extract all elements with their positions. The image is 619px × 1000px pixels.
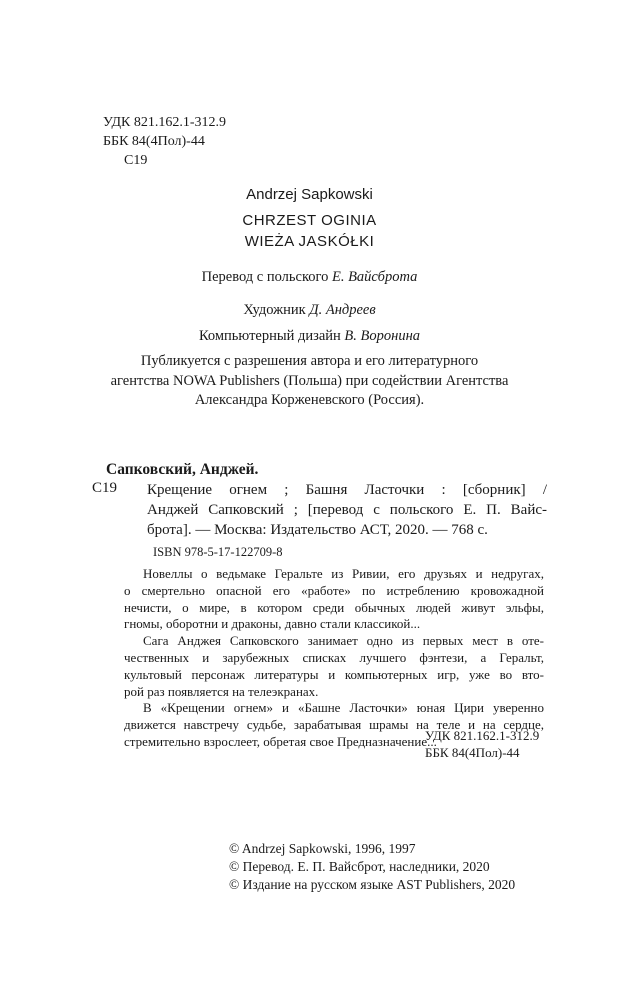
translation-label: Перевод с польского (201, 269, 329, 285)
artist-label: Художник (243, 302, 306, 318)
annotation-line: о смертельно опасной его «работе» по истреблению кровожадной (124, 582, 544, 598)
design-label: Компьютерный дизайн (198, 328, 341, 344)
original-author: Andrzej Sapkowski (246, 186, 373, 203)
annotation-line: В «Крещении огнем» и «Башне Ласточки» юная Цири уверенно (143, 700, 544, 716)
udk-code: УДК 821.162.1-312.9 (103, 115, 227, 130)
translation-credit (0, 269, 619, 286)
annotation-line: рой раз появляется на телеэкранах. (124, 683, 319, 699)
annotation-line: гномы, оборотни и драконы, давно стали классикой... (124, 616, 421, 632)
catalog-code: С19 (92, 480, 118, 496)
catalog-udk: УДК 821.162.1-312.9 (425, 728, 540, 743)
annotation-line: движется навстречу судьбе, зарабатывая шрамы на теле и на сердце, (124, 717, 544, 733)
original-titles (0, 210, 619, 252)
catalog-bbk: ББК 84(4Пол)-44 (425, 745, 520, 760)
notice-line: Александра Корженевского (Россия). (194, 392, 425, 408)
catalog-entry-line: брота]. — Москва: Издательство АСТ, 2020. — 768 с. (147, 522, 488, 538)
catalog-entry-line: Анджей Сапковский ; [перевод с польского Е. П. Вайс- (147, 502, 547, 518)
copyright-line: © Перевод. Е. П. Вайсброт, наследники, 2020 (229, 859, 490, 874)
artist-name: Д. Андреев (309, 302, 376, 318)
annotation (124, 566, 544, 751)
bbk-code: ББК 84(4Пол)-44 (103, 134, 205, 149)
annotation-line: стремительно взрослеет, обретая свое Предназначение... (124, 733, 437, 749)
copyright-line: © Andrzej Sapkowski, 1996, 1997 (229, 841, 416, 856)
catalog-classification (425, 727, 539, 761)
design-credit (0, 328, 619, 345)
annotation-line: Новеллы о ведьмаке Геральте из Ривии, его друзьях и недругах, (143, 566, 544, 581)
annotation-line: культовый персонаж литературы и компьютерных игр, уже во вто- (124, 666, 544, 682)
annotation-line: чественных и зарубежных списках лучшего фэнтези, а Геральт, (124, 649, 544, 665)
annotation-line: нечисти, о мире, в котором среди обычных людей живут эльфы, (124, 599, 544, 615)
catalog-entry-line: Крещение огнем ; Башня Ласточки : [сборник] / (147, 482, 547, 498)
translator-name: Е. Вайсброта (331, 269, 418, 285)
notice-line: агентства NOWA Publishers (Польша) при содействии Агентства (110, 372, 509, 389)
designer-name: В. Воронина (344, 328, 421, 344)
author-sign: С19 (124, 153, 148, 168)
annotation-line: Сага Анджея Сапковского занимает одно из первых мест в оте- (143, 633, 544, 649)
original-title-1: CHRZEST OGINIA (242, 212, 377, 229)
copyright-line: © Издание на русском языке AST Publishers, 2020 (229, 877, 516, 892)
publication-notice (0, 352, 619, 411)
catalog-author-heading: Сапковский, Анджей. (106, 461, 259, 478)
classification-codes (103, 113, 226, 170)
artist-credit (0, 302, 619, 319)
copyright-block (229, 840, 515, 894)
original-title-2: WIEŻA JASKÓŁKI (244, 233, 375, 250)
notice-line: Публикуется с разрешения автора и его литературного (140, 353, 479, 369)
catalog-entry (147, 480, 547, 540)
isbn: ISBN 978-5-17-122709-8 (153, 545, 283, 559)
